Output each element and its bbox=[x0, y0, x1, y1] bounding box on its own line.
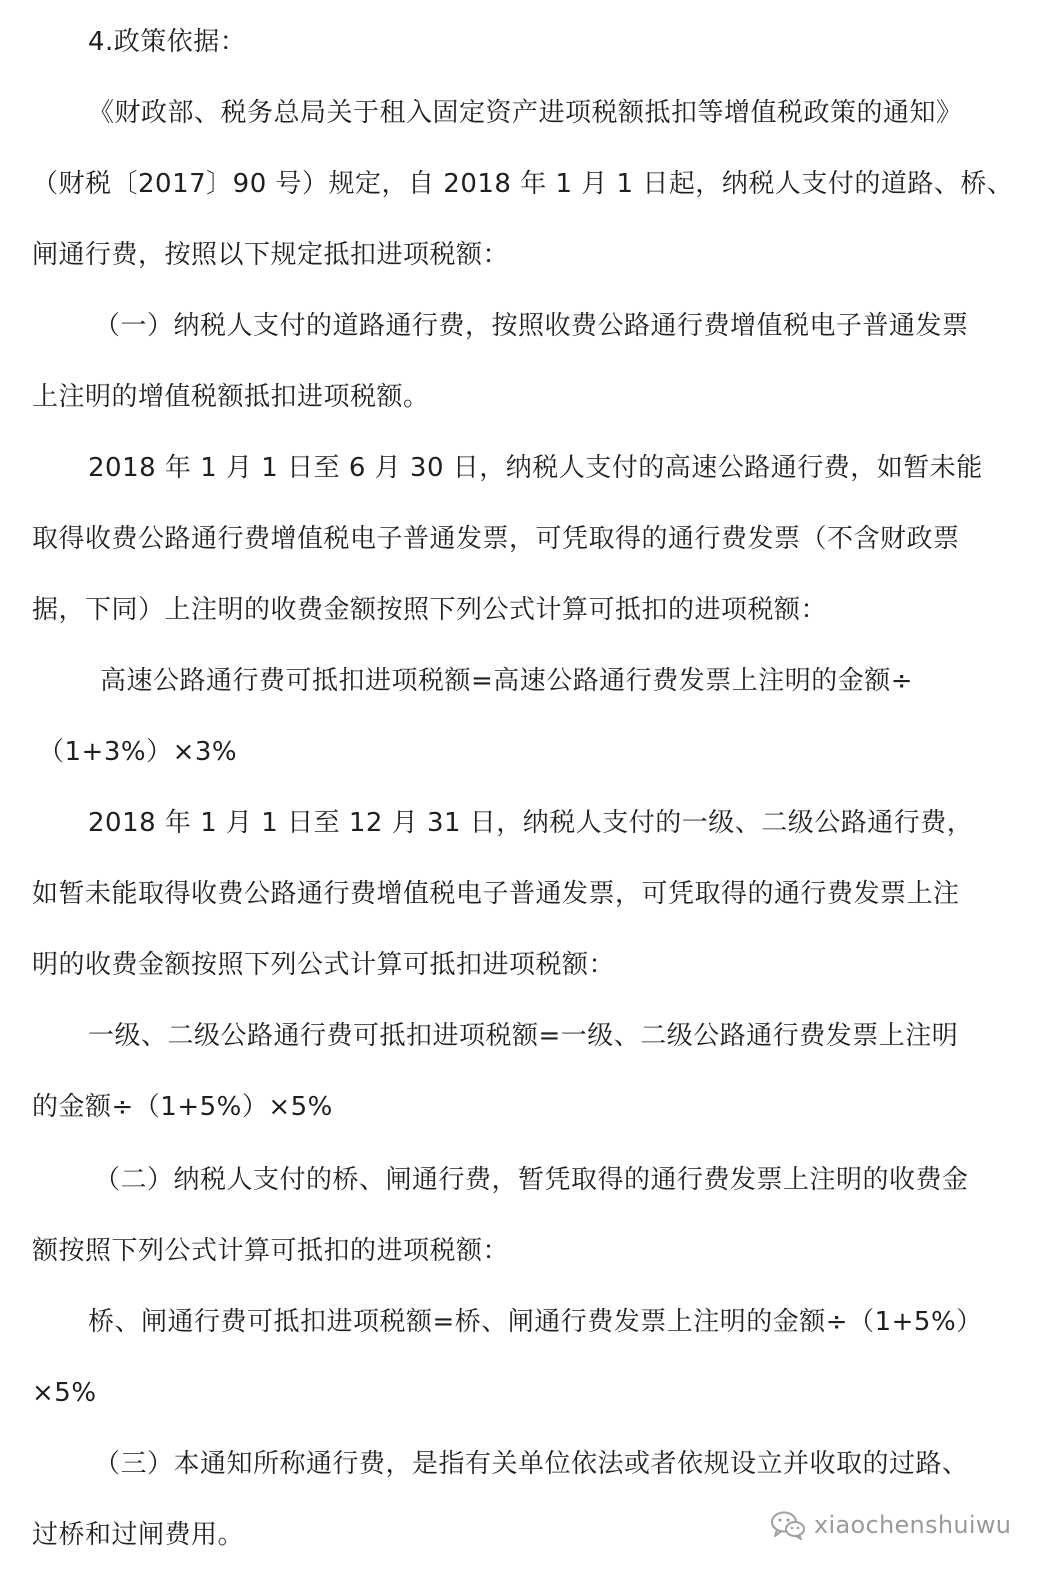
text-line: 闸通行费，按照以下规定抵扣进项税额： bbox=[32, 240, 510, 270]
clause-one-line: （一）纳税人支付的道路通行费，按照收费公路通行费增值税电子普通发票 bbox=[94, 311, 969, 341]
formula-line: （1+3%）×3% bbox=[38, 737, 238, 767]
clause-three-line: （三）本通知所称通行费，是指有关单位依法或者依规设立并收取的过路、 bbox=[94, 1449, 969, 1479]
formula-line: ×5% bbox=[32, 1378, 97, 1408]
formula-line: 的金额÷（1+5%）×5% bbox=[32, 1092, 333, 1122]
section-heading: 4.政策依据： bbox=[88, 27, 247, 57]
notice-title-line: 《财政部、税务总局关于租入固定资产进项税额抵扣等增值税政策的通知》 bbox=[88, 98, 963, 128]
watermark bbox=[770, 1505, 1011, 1545]
text-line: 明的收费金额按照下列公式计算可抵扣进项税额： bbox=[32, 950, 616, 980]
watermark-text: xiaochenshuiwu bbox=[814, 1511, 1012, 1539]
text-line: 上注明的增值税额抵扣进项税额。 bbox=[32, 382, 430, 412]
text-line: 2018 年 1 月 1 日至 12 月 31 日，纳税人支付的一级、二级公路通行费， bbox=[88, 808, 974, 838]
wechat-icon bbox=[770, 1510, 806, 1540]
text-line: （财税〔2017〕90 号）规定，自 2018 年 1 月 1 日起，纳税人支付的道路、桥、 bbox=[32, 169, 1014, 199]
formula-line: 高速公路通行费可抵扣进项税额=高速公路通行费发票上注明的金额÷ bbox=[100, 666, 914, 696]
text-line: 据，下同）上注明的收费金额按照下列公式计算可抵扣的进项税额： bbox=[32, 595, 828, 625]
formula-line: 桥、闸通行费可抵扣进项税额=桥、闸通行费发票上注明的金额÷（1+5%） bbox=[88, 1307, 983, 1337]
clause-two-line: （二）纳税人支付的桥、闸通行费，暂凭取得的通行费发票上注明的收费金 bbox=[94, 1165, 969, 1195]
text-line: 取得收费公路通行费增值税电子普通发票，可凭取得的通行费发票（不含财政票 bbox=[32, 524, 960, 554]
text-line: 额按照下列公式计算可抵扣的进项税额： bbox=[32, 1236, 510, 1266]
formula-line: 一级、二级公路通行费可抵扣进项税额=一级、二级公路通行费发票上注明 bbox=[88, 1021, 959, 1051]
text-line: 2018 年 1 月 1 日至 6 月 30 日，纳税人支付的高速公路通行费，如暂未能 bbox=[88, 453, 983, 483]
text-line: 如暂未能取得收费公路通行费增值税电子普通发票，可凭取得的通行费发票上注 bbox=[32, 879, 960, 909]
text-line: 过桥和过闸费用。 bbox=[32, 1520, 245, 1550]
